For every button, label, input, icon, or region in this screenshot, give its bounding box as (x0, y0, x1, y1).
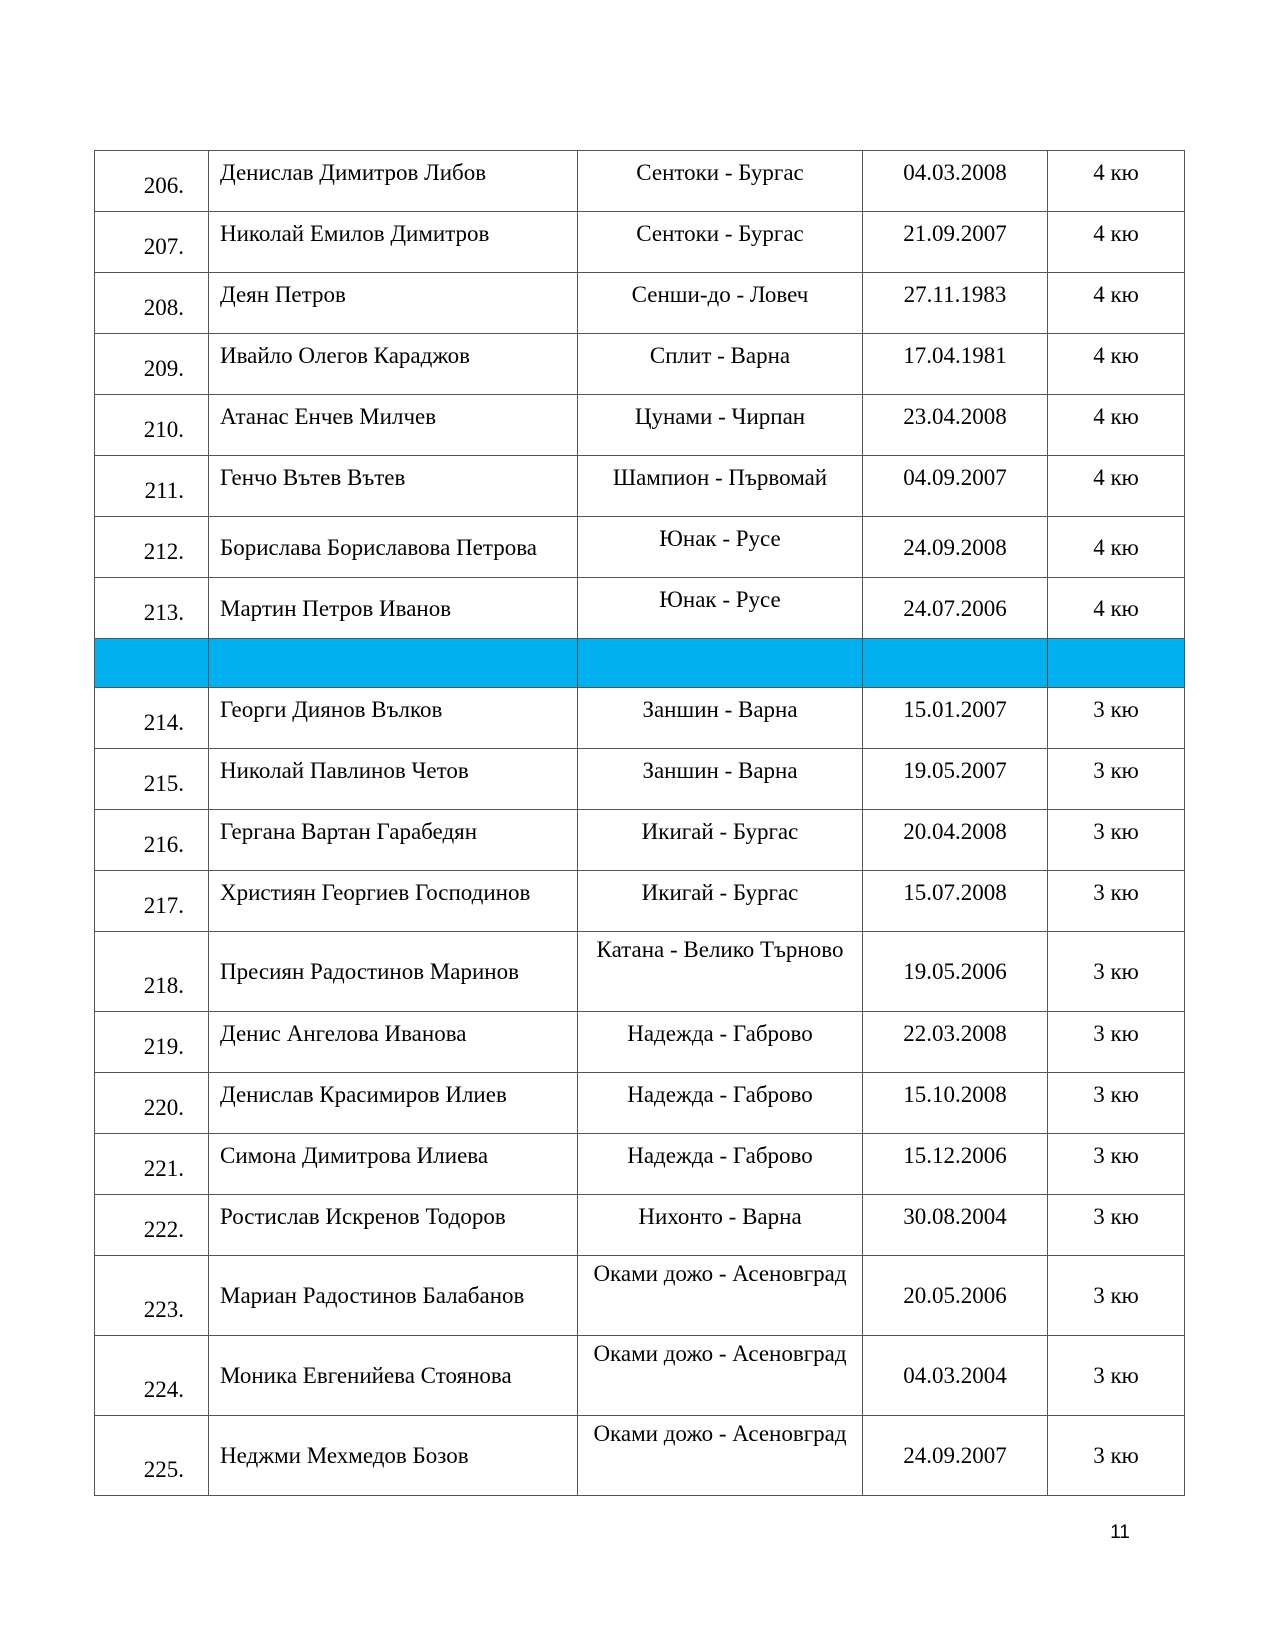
club-name-cell: Сплит - Варна (578, 334, 863, 395)
birth-date-cell: 24.09.2007 (863, 1416, 1048, 1496)
rank-grade-cell: 3 кю (1048, 1256, 1185, 1336)
birth-date-cell: 17.04.1981 (863, 334, 1048, 395)
club-name-cell: Сентоки - Бургас (578, 212, 863, 273)
person-name-cell: Борислава Бориславова Петрова (209, 517, 578, 578)
club-name-cell: Цунами - Чирпан (578, 395, 863, 456)
person-name-cell: Георги Диянов Вълков (209, 688, 578, 749)
rank-grade-cell: 4 кю (1048, 151, 1185, 212)
birth-date-cell: 24.07.2006 (863, 578, 1048, 639)
row-number-cell: 213. (95, 578, 209, 639)
birth-date-cell: 20.04.2008 (863, 810, 1048, 871)
person-name-cell: Християн Георгиев Господинов (209, 871, 578, 932)
row-number-cell: 212. (95, 517, 209, 578)
club-name-cell: Икигай - Бургас (578, 810, 863, 871)
rank-grade-cell: 4 кю (1048, 273, 1185, 334)
table-row (95, 871, 1185, 932)
table-row (95, 1336, 1185, 1416)
row-number-cell: 218. (95, 932, 209, 1012)
club-name-cell: Заншин - Варна (578, 749, 863, 810)
table-row (95, 1012, 1185, 1073)
birth-date-cell: 15.12.2006 (863, 1134, 1048, 1195)
separator-cell (95, 639, 209, 688)
club-name-cell: Надежда - Габрово (578, 1012, 863, 1073)
table-row (95, 273, 1185, 334)
table-row (95, 395, 1185, 456)
row-number-cell: 209. (95, 334, 209, 395)
birth-date-cell: 04.03.2004 (863, 1336, 1048, 1416)
birth-date-cell: 19.05.2006 (863, 932, 1048, 1012)
table-row (95, 810, 1185, 871)
table-row (95, 517, 1185, 578)
row-number-cell: 215. (95, 749, 209, 810)
row-number-cell: 216. (95, 810, 209, 871)
person-name-cell: Моника Евгенийева Стоянова (209, 1336, 578, 1416)
row-number-cell: 217. (95, 871, 209, 932)
rank-grade-cell: 4 кю (1048, 334, 1185, 395)
rank-grade-cell: 3 кю (1048, 1416, 1185, 1496)
rank-grade-cell: 3 кю (1048, 1073, 1185, 1134)
row-number-cell: 210. (95, 395, 209, 456)
rank-grade-cell: 4 кю (1048, 517, 1185, 578)
club-name-cell: Юнак - Русе (578, 578, 863, 639)
table-row (95, 932, 1185, 1012)
birth-date-cell: 21.09.2007 (863, 212, 1048, 273)
rank-grade-cell: 3 кю (1048, 932, 1185, 1012)
table-row (95, 1134, 1185, 1195)
row-number-cell: 219. (95, 1012, 209, 1073)
club-name-cell: Оками дожо - Асеновград (578, 1416, 863, 1496)
separator-cell (863, 639, 1048, 688)
row-number-cell: 223. (95, 1256, 209, 1336)
club-name-cell: Надежда - Габрово (578, 1134, 863, 1195)
club-name-cell: Нихонто - Варна (578, 1195, 863, 1256)
person-name-cell: Генчо Вътев Вътев (209, 456, 578, 517)
birth-date-cell: 19.05.2007 (863, 749, 1048, 810)
table-row (95, 334, 1185, 395)
person-name-cell: Денислав Красимиров Илиев (209, 1073, 578, 1134)
rank-grade-cell: 3 кю (1048, 1134, 1185, 1195)
separator-cell (578, 639, 863, 688)
birth-date-cell: 15.10.2008 (863, 1073, 1048, 1134)
club-name-cell: Катана - Велико Търново (578, 932, 863, 1012)
person-name-cell: Симона Димитрова Илиева (209, 1134, 578, 1195)
birth-date-cell: 27.11.1983 (863, 273, 1048, 334)
table-row (95, 1416, 1185, 1496)
club-name-cell: Шампион - Първомай (578, 456, 863, 517)
results-table (94, 150, 1185, 1496)
table-row (95, 1256, 1185, 1336)
person-name-cell: Ростислав Искренов Тодоров (209, 1195, 578, 1256)
rank-grade-cell: 3 кю (1048, 1336, 1185, 1416)
birth-date-cell: 04.09.2007 (863, 456, 1048, 517)
person-name-cell: Денис Ангелова Иванова (209, 1012, 578, 1073)
table-row (95, 1073, 1185, 1134)
rank-grade-cell: 3 кю (1048, 688, 1185, 749)
club-name-cell: Сентоки - Бургас (578, 151, 863, 212)
row-number-cell: 207. (95, 212, 209, 273)
person-name-cell: Деян Петров (209, 273, 578, 334)
person-name-cell: Николай Павлинов Четов (209, 749, 578, 810)
rank-grade-cell: 4 кю (1048, 456, 1185, 517)
rank-grade-cell: 3 кю (1048, 1012, 1185, 1073)
person-name-cell: Пресиян Радостинов Маринов (209, 932, 578, 1012)
club-name-cell: Заншин - Варна (578, 688, 863, 749)
row-number-cell: 221. (95, 1134, 209, 1195)
row-number-cell: 224. (95, 1336, 209, 1416)
row-number-cell: 214. (95, 688, 209, 749)
table-row (95, 1195, 1185, 1256)
person-name-cell: Мартин Петров Иванов (209, 578, 578, 639)
table-row (95, 456, 1185, 517)
section-separator-row (95, 639, 1185, 688)
page-number: 11 (1110, 1522, 1130, 1543)
table-row (95, 578, 1185, 639)
row-number-cell: 222. (95, 1195, 209, 1256)
birth-date-cell: 22.03.2008 (863, 1012, 1048, 1073)
person-name-cell: Мариан Радостинов Балабанов (209, 1256, 578, 1336)
person-name-cell: Николай Емилов Димитров (209, 212, 578, 273)
person-name-cell: Ивайло Олегов Караджов (209, 334, 578, 395)
row-number-cell: 220. (95, 1073, 209, 1134)
person-name-cell: Неджми Мехмедов Бозов (209, 1416, 578, 1496)
rank-grade-cell: 3 кю (1048, 871, 1185, 932)
birth-date-cell: 20.05.2006 (863, 1256, 1048, 1336)
rank-grade-cell: 4 кю (1048, 578, 1185, 639)
birth-date-cell: 15.07.2008 (863, 871, 1048, 932)
club-name-cell: Надежда - Габрово (578, 1073, 863, 1134)
results-table-body (95, 151, 1185, 1496)
club-name-cell: Юнак - Русе (578, 517, 863, 578)
table-row (95, 212, 1185, 273)
row-number-cell: 206. (95, 151, 209, 212)
person-name-cell: Атанас Енчев Милчев (209, 395, 578, 456)
birth-date-cell: 04.03.2008 (863, 151, 1048, 212)
rank-grade-cell: 3 кю (1048, 810, 1185, 871)
rank-grade-cell: 3 кю (1048, 1195, 1185, 1256)
person-name-cell: Денислав Димитров Либов (209, 151, 578, 212)
separator-cell (1048, 639, 1185, 688)
person-name-cell: Гергана Вартан Гарабедян (209, 810, 578, 871)
table-row (95, 749, 1185, 810)
birth-date-cell: 24.09.2008 (863, 517, 1048, 578)
birth-date-cell: 15.01.2007 (863, 688, 1048, 749)
birth-date-cell: 30.08.2004 (863, 1195, 1048, 1256)
table-row (95, 151, 1185, 212)
row-number-cell: 211. (95, 456, 209, 517)
club-name-cell: Оками дожо - Асеновград (578, 1336, 863, 1416)
birth-date-cell: 23.04.2008 (863, 395, 1048, 456)
rank-grade-cell: 4 кю (1048, 395, 1185, 456)
club-name-cell: Икигай - Бургас (578, 871, 863, 932)
club-name-cell: Сенши-до - Ловеч (578, 273, 863, 334)
rank-grade-cell: 4 кю (1048, 212, 1185, 273)
row-number-cell: 225. (95, 1416, 209, 1496)
row-number-cell: 208. (95, 273, 209, 334)
club-name-cell: Оками дожо - Асеновград (578, 1256, 863, 1336)
rank-grade-cell: 3 кю (1048, 749, 1185, 810)
separator-cell (209, 639, 578, 688)
table-row (95, 688, 1185, 749)
